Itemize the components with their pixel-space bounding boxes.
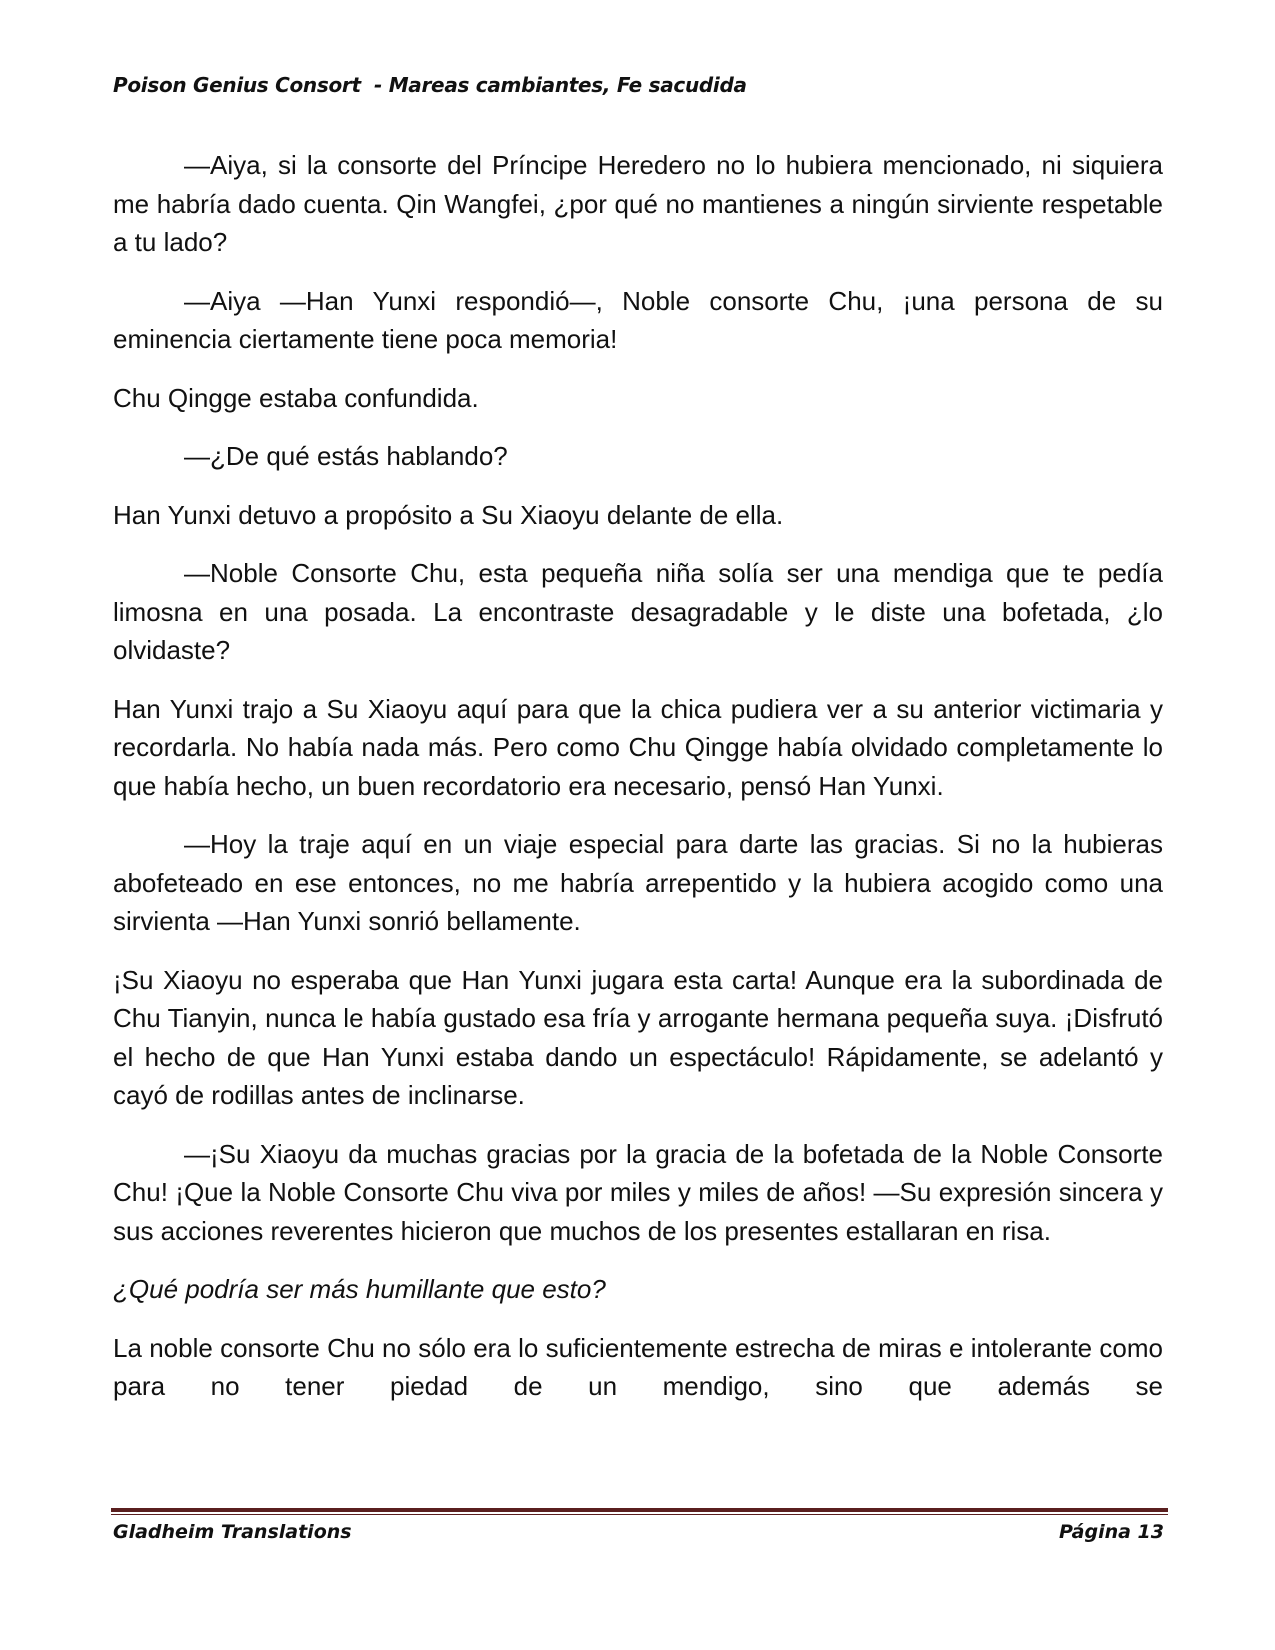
page-number: Página 13 [1058, 1521, 1164, 1543]
paragraph-9: ¡Su Xiaoyu no esperaba que Han Yunxi jugara esta carta! Aunque era la subordinada de Chu Tianyin, nunca le había gustado esa fría y arrogante hermana pequeña suya. ¡Disfrutó el hecho de que Han Yunxi estaba dando un espectáculo! Rápidamente, se adelantó y cayó de rodillas antes de inclinarse. [113, 964, 1163, 1110]
paragraph-3: Chu Qingge estaba confundida. [113, 382, 479, 413]
paragraph-7: Han Yunxi trajo a Su Xiaoyu aquí para que la chica pudiera ver a su anterior victimaria y recordarla. No había nada más. Pero como Chu Qingge había olvidado completamente lo que había hecho, un buen recordatorio era necesario, pensó Han Yunxi. [113, 693, 1163, 801]
paragraph-4: —¿De qué estás hablando? [184, 441, 508, 471]
paragraph-5: Han Yunxi detuvo a propósito a Su Xiaoyu delante de ella. [113, 499, 784, 530]
footer-divider-thin [111, 1514, 1168, 1515]
footer-divider-thick [111, 1508, 1168, 1512]
paragraph-2: —Aiya —Han Yunxi respondió—, Noble consorte Chu, ¡una persona de su eminencia ciertamente tiene poca memoria! [113, 285, 1163, 354]
paragraph-1: —Aiya, si la consorte del Príncipe Heredero no lo hubiera mencionado, ni siquiera me habría dado cuenta. Qin Wangfei, ¿por qué no mantienes a ningún sirviente respetable a tu lado? [113, 150, 1163, 257]
body-text [113, 146, 1163, 1406]
footer-credit: Gladheim Translations [113, 1521, 352, 1543]
paragraph-11: ¿Qué podría ser más humillante que esto? [113, 1274, 606, 1304]
paragraph-10: —¡Su Xiaoyu da muchas gracias por la gracia de la bofetada de la Noble Consorte Chu! ¡Que la Noble Consorte Chu viva por miles y miles de años! —Su expresión sincera y sus acciones reverentes hicieron que muchos de los presentes estallaran en risa. [113, 1138, 1163, 1246]
paragraph-8: —Hoy la traje aquí en un viaje especial para darte las gracias. Si no la hubieras abofeteado en ese entonces, no me habría arrepentido y la hubiera acogido como una sirvienta —Han Yunxi sonrió bellamente. [113, 829, 1163, 936]
paragraph-12: La noble consorte Chu no sólo era lo suficientemente estrecha de miras e intolerante como para no tener piedad de un mendigo, sino que además se [113, 1332, 1163, 1401]
paragraph-6: —Noble Consorte Chu, esta pequeña niña solía ser una mendiga que te pedía limosna en una posada. La encontraste desagradable y le diste una bofetada, ¿lo olvidaste? [113, 558, 1163, 665]
page-header-title: Poison Genius Consort - Mareas cambiantes, Fe sacudida [113, 73, 747, 97]
footer-divider [111, 1508, 1168, 1515]
